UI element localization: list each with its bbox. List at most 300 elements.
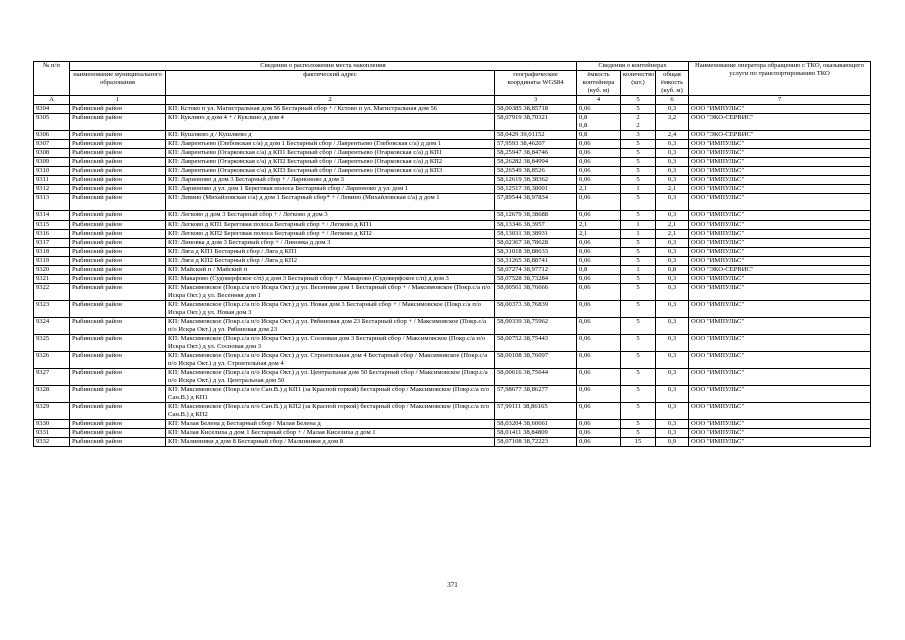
row-capacity: [577, 386, 621, 403]
row-coords: 58,07274 38,97712: [495, 265, 577, 274]
row-capacity: [577, 420, 621, 429]
row-capacity: [577, 429, 621, 438]
row-capacity-value: 0,06: [579, 247, 591, 255]
row-coords: 58,01411 38,84809: [495, 429, 577, 438]
row-address: КП: Максимовское (Покр.с/а п/о Искра Окт.) д ул. Строительная дом 4 Бестарный сбор / Максимовское (Покр.с/а п/о Искра Окт.) д ул. Строительная дом 4: [166, 351, 495, 368]
row-count: [621, 211, 656, 220]
row-district: Рыбинский район: [70, 167, 166, 176]
row-capacity: [577, 167, 621, 176]
row-capacity: [577, 265, 621, 274]
row-capacity: [577, 229, 621, 238]
header-num: № п/п: [34, 62, 70, 96]
row-address: КП: Максимовское (Покр.с/а п/о Искра Окт.) д ул. Новая дом 3 Бестарный сбор + / Максимовское (Покр.с/а п/о Искра Окт.) д ул. Новая дом 3: [166, 300, 495, 317]
row-capacity-value: 0,06: [579, 167, 591, 175]
row-count-value: 5: [636, 140, 640, 148]
row-capacity-value: 0,06: [579, 238, 591, 246]
row-total: 2,1: [656, 220, 689, 229]
row-total: 0,3: [656, 167, 689, 176]
header-municipality: наименование муниципального образования: [70, 71, 166, 96]
row-count: [621, 420, 656, 429]
row-address: КП: Максимовское (Покр.с/а п/о Искра Окт.) д ул. Сосновая дом 3 Бестарный сбор / Максимовское (Покр.с/а п/о Искра Окт.) д ул. Сосновая дом 3: [166, 334, 495, 351]
row-capacity: [577, 185, 621, 194]
row-number: 9330: [34, 420, 70, 429]
row-total: 2,1: [656, 229, 689, 238]
row-count: [621, 403, 656, 420]
row-total: 0,3: [656, 238, 689, 247]
row-count-value: 5: [636, 283, 640, 291]
row-address: КП: Кушляево д / Кушляево д: [166, 131, 495, 140]
row-count: [621, 438, 656, 447]
row-total: 2,1: [656, 185, 689, 194]
row-address: КП: Лаврентьево (Огарковская с/а) д КП1 Бестарный сбор / Лаврентьево (Огарковская с/а) д КП1: [166, 149, 495, 158]
row-count: [621, 220, 656, 229]
row-operator: ООО "ЭКО-СЕРВИС": [689, 265, 871, 274]
row-capacity: [577, 369, 621, 386]
row-capacity: [577, 114, 621, 131]
row-address: КП: Легково д КП1 Береговая полоса Бестарный сбор + / Легково д КП1: [166, 220, 495, 229]
table-row: [34, 220, 871, 229]
row-count: [621, 265, 656, 274]
row-capacity: [577, 105, 621, 114]
row-district: Рыбинский район: [70, 403, 166, 420]
row-total: 0,3: [656, 176, 689, 185]
row-district: Рыбинский район: [70, 114, 166, 131]
row-total: 2,4: [656, 131, 689, 140]
row-capacity-value: 0,06: [579, 317, 591, 325]
row-capacity: [577, 238, 621, 247]
column-number-row: [34, 96, 871, 105]
row-capacity-value: 0,06: [579, 211, 591, 219]
row-number: 9329: [34, 403, 70, 420]
row-district: Рыбинский район: [70, 317, 166, 334]
row-address: КП: Ларионово д ул. дом 1 Береговая полоса Бестарный сбор / Ларионово д ул. дом 1: [166, 185, 495, 194]
row-count-value: 5: [636, 300, 640, 308]
row-capacity-value: 0,06: [579, 105, 591, 113]
table-row: [34, 265, 871, 274]
row-operator: ООО "ИМПУЛЬС": [689, 420, 871, 429]
row-capacity-value: 0,06: [579, 369, 591, 377]
row-address: КП: Макарово (Судоверфское с/п) д дом 3 Бестарный сбор + / Макарово (Судоверфское с/п) д дом 3: [166, 274, 495, 283]
row-number: 9324: [34, 317, 70, 334]
table-row: [34, 334, 871, 351]
row-count-value: 5: [636, 167, 640, 175]
row-total: 0,3: [656, 274, 689, 283]
row-coords: 58,00385 38,85718: [495, 105, 577, 114]
row-count: [621, 369, 656, 386]
row-operator: ООО "ИМПУЛЬС": [689, 229, 871, 238]
row-district: Рыбинский район: [70, 351, 166, 368]
page-number: 371: [447, 581, 458, 589]
row-coords: 58,12619 38,38362: [495, 176, 577, 185]
row-capacity-value: 0,06: [579, 386, 591, 394]
row-district: Рыбинский район: [70, 185, 166, 194]
header-coords: географические координаты WGS84: [495, 71, 577, 96]
row-operator: ООО "ИМПУЛЬС": [689, 247, 871, 256]
column-number: 4: [577, 96, 621, 105]
row-number: 9332: [34, 438, 70, 447]
row-count-value: 1: [636, 229, 640, 237]
row-total: 0,3: [656, 420, 689, 429]
row-number: 9326: [34, 351, 70, 368]
row-capacity-value: 0,06: [579, 351, 591, 359]
row-address: КП: Максимовское (Покр.с/а п/о Сан.В.) д КП2 (за Красной горкой) бестарный сбор / Максимовское (Покр.с/а п/о Сан.В.) д КП2: [166, 403, 495, 420]
row-district: Рыбинский район: [70, 265, 166, 274]
row-count: [621, 131, 656, 140]
container-sites-table: [33, 61, 871, 447]
row-capacity: [577, 438, 621, 447]
row-number: 9313: [34, 194, 70, 211]
row-operator: ООО "ИМПУЛЬС": [689, 403, 871, 420]
row-capacity-value: 0,06: [579, 283, 591, 291]
row-district: Рыбинский район: [70, 158, 166, 167]
row-number: 9312: [34, 185, 70, 194]
row-operator: ООО "ИМПУЛЬС": [689, 176, 871, 185]
row-capacity: [577, 131, 621, 140]
header-row-1: [34, 62, 871, 71]
table-body: [34, 105, 871, 447]
row-operator: ООО "ИМПУЛЬС": [689, 140, 871, 149]
row-number: 9323: [34, 300, 70, 317]
row-district: Рыбинский район: [70, 220, 166, 229]
table-row: [34, 317, 871, 334]
row-coords: 58,13031 38,38931: [495, 229, 577, 238]
row-address: КП: Малая Белена д Бестарный сбор / Малая Белена д: [166, 420, 495, 429]
row-capacity-value: 0,06: [579, 158, 591, 166]
row-count: [621, 140, 656, 149]
table-row: [34, 438, 871, 447]
row-coords: 58,31018 38,88633: [495, 247, 577, 256]
row-capacity: [577, 149, 621, 158]
row-capacity: [577, 211, 621, 220]
row-address: КП: Максимовское (Покр.с/а п/о Сан.В.) д КП1 (за Красной горкой) бестарный сбор / Максимовское (Покр.с/а п/о Сан.В.) д КП1: [166, 386, 495, 403]
row-total: 3,2: [656, 114, 689, 131]
row-capacity: [577, 158, 621, 167]
table-row: [34, 149, 871, 158]
row-number: 9310: [34, 167, 70, 176]
row-operator: ООО "ИМПУЛЬС": [689, 438, 871, 447]
row-address: КП: Лаврентьево (Огарковская с/а) д КП2 Бестарный сбор / Лаврентьево (Огарковская с/а) д КП2: [166, 158, 495, 167]
row-number: 9321: [34, 274, 70, 283]
column-number: 5: [621, 96, 656, 105]
row-district: Рыбинский район: [70, 211, 166, 220]
row-count: [621, 158, 656, 167]
row-coords: 58,0429 39,01152: [495, 131, 577, 140]
row-operator: ООО "ИМПУЛЬС": [689, 274, 871, 283]
row-total: 0,3: [656, 158, 689, 167]
row-capacity-value: 0,8: [579, 131, 588, 139]
row-count: [621, 429, 656, 438]
row-count: [621, 283, 656, 300]
row-total: 0,3: [656, 140, 689, 149]
row-operator: ООО "ИМПУЛЬС": [689, 167, 871, 176]
header-count: количество (шт.): [621, 71, 656, 96]
row-capacity: [577, 140, 621, 149]
row-count-value: 5: [636, 386, 640, 394]
table-row: [34, 131, 871, 140]
table-row: [34, 211, 871, 220]
row-count-value: 5: [636, 351, 640, 359]
row-capacity-value: 0,06: [579, 176, 591, 184]
row-count: [621, 149, 656, 158]
row-count-value: 5: [636, 238, 640, 246]
row-capacity-value: 0,06: [579, 403, 591, 411]
row-total: 0,3: [656, 369, 689, 386]
header-location-group: Сведения о расположении места накопления: [70, 62, 577, 71]
table-row: [34, 158, 871, 167]
row-count-value: 5: [636, 158, 640, 166]
table-row: [34, 386, 871, 403]
row-address: КП: Легково д дом 3 Бестарный сбор + / Легково д дом 3: [166, 211, 495, 220]
row-operator: ООО "ЭКО-СЕРВИС": [689, 114, 871, 131]
row-count-value: 5: [636, 317, 640, 325]
row-capacity-value: 0,06: [579, 274, 591, 282]
row-count: [621, 194, 656, 211]
row-address: КП: Легково д КП2 Береговая полоса Бестарный сбор + / Легково д КП2: [166, 229, 495, 238]
column-number: 1: [70, 96, 166, 105]
row-total: 0,3: [656, 149, 689, 158]
row-operator: ООО "ИМПУЛЬС": [689, 238, 871, 247]
row-number: 9328: [34, 386, 70, 403]
row-coords: 58,00339 38,75962: [495, 317, 577, 334]
row-number: 9320: [34, 265, 70, 274]
row-district: Рыбинский район: [70, 140, 166, 149]
row-district: Рыбинский район: [70, 149, 166, 158]
row-number: 9325: [34, 334, 70, 351]
row-district: Рыбинский район: [70, 283, 166, 300]
row-total: 0,3: [656, 334, 689, 351]
column-number: А: [34, 96, 70, 105]
row-count: [621, 386, 656, 403]
row-coords: 58,03204 38,60661: [495, 420, 577, 429]
row-total: 0,3: [656, 317, 689, 334]
row-capacity: [577, 317, 621, 334]
table-row: [34, 185, 871, 194]
row-district: Рыбинский район: [70, 131, 166, 140]
row-total: 0,3: [656, 403, 689, 420]
row-count-value: 5: [636, 256, 640, 264]
row-capacity-value: 0,06: [579, 300, 591, 308]
row-count-value: 1: [636, 185, 640, 193]
row-number: 9305: [34, 114, 70, 131]
row-count: [621, 185, 656, 194]
table-row: [34, 247, 871, 256]
row-count: [621, 238, 656, 247]
row-capacity-value: 0,8: [579, 265, 588, 273]
row-count-value: 1: [636, 220, 640, 228]
row-count: [621, 247, 656, 256]
row-operator: ООО "ИМПУЛЬС": [689, 256, 871, 265]
row-capacity-value: 0,06: [579, 429, 591, 437]
row-capacity: [577, 283, 621, 300]
row-address: КП: Максимовское (Покр.с/а п/о Искра Окт.) д ул. Центральная дом 50 Бестарный сбор / Максимовское (Покр.с/а п/о Искра Окт.) д ул. Центральная дом 50: [166, 369, 495, 386]
row-operator: ООО "ИМПУЛЬС": [689, 194, 871, 211]
header-operator: Наименование оператора обращению с ТКО, оказывающего услуги по транспортированию ТКО: [689, 62, 871, 96]
table-row: [34, 283, 871, 300]
row-coords: 58,26549 38,8526: [495, 167, 577, 176]
row-number: 9307: [34, 140, 70, 149]
table-row: [34, 351, 871, 368]
row-district: Рыбинский район: [70, 274, 166, 283]
row-district: Рыбинский район: [70, 334, 166, 351]
row-number: 9331: [34, 429, 70, 438]
row-capacity-value: 0,06: [579, 149, 591, 157]
row-capacity: [577, 256, 621, 265]
table-row: [34, 429, 871, 438]
row-address: КП: Куклино д дом 4 + / Куклино д дом 4: [166, 114, 495, 131]
row-number: 9322: [34, 283, 70, 300]
row-total: 0,3: [656, 283, 689, 300]
row-number: 9315: [34, 220, 70, 229]
row-capacity: [577, 274, 621, 283]
row-coords: 58,07528 38,73284: [495, 274, 577, 283]
row-coords: 58,12679 38,38688: [495, 211, 577, 220]
row-capacity: [577, 176, 621, 185]
row-address: КП: Ларионово д дом 3 Бестарный сбор + / Ларионово д дом 3: [166, 176, 495, 185]
row-count-value: 3: [636, 131, 640, 139]
row-district: Рыбинский район: [70, 256, 166, 265]
column-number: 3: [495, 96, 577, 105]
row-coords: 58,31265 38,88741: [495, 256, 577, 265]
row-district: Рыбинский район: [70, 105, 166, 114]
row-coords: 57,9593 38,46207: [495, 140, 577, 149]
row-district: Рыбинский район: [70, 194, 166, 211]
table-row: [34, 369, 871, 386]
row-count-value: 2: [636, 122, 640, 130]
row-count-value: 5: [636, 247, 640, 255]
header-address: фактический адрес: [166, 71, 495, 96]
row-total: 0,9: [656, 438, 689, 447]
row-coords: 58,13346 38,3957: [495, 220, 577, 229]
row-total: 0,8: [656, 265, 689, 274]
row-capacity-value: 0,06: [579, 438, 591, 446]
row-number: 9314: [34, 211, 70, 220]
row-number: 9309: [34, 158, 70, 167]
row-capacity-value: 0,8: [579, 122, 588, 130]
row-coords: 58,00108 38,76097: [495, 351, 577, 368]
row-address: КП: Кстово п ул. Магистральная дом 56 Бестарный сбор + / Кстово п ул. Магистральная дом 56: [166, 105, 495, 114]
row-total: 0,3: [656, 256, 689, 265]
row-count-value: 5: [636, 211, 640, 219]
row-capacity-value: 0,06: [579, 256, 591, 264]
row-count: [621, 274, 656, 283]
row-count: [621, 167, 656, 176]
row-coords: 58,00561 38,76666: [495, 283, 577, 300]
row-capacity: [577, 220, 621, 229]
row-count-value: 5: [636, 334, 640, 342]
row-operator: ООО "ИМПУЛЬС": [689, 220, 871, 229]
row-operator: ООО "ИМПУЛЬС": [689, 158, 871, 167]
row-capacity-value: 2,1: [579, 220, 588, 228]
row-count-value: 5: [636, 429, 640, 437]
row-address: КП: Максимовское (Покр.с/а п/о Искра Окт.) д ул. Весенняя дом 1 Бестарный сбор + / Максимовское (Покр.с/а п/о Искра Окт.) д ул. Весенняя дом 1: [166, 283, 495, 300]
row-district: Рыбинский район: [70, 429, 166, 438]
row-operator: ООО "ИМПУЛЬС": [689, 149, 871, 158]
table-row: [34, 256, 871, 265]
row-coords: 58,07919 38,70321: [495, 114, 577, 131]
row-capacity: [577, 300, 621, 317]
row-operator: ООО "ИМПУЛЬС": [689, 334, 871, 351]
row-count-value: 5: [636, 194, 640, 202]
row-address: КП: Линовка д дом 3 Бестарный сбор + / Линовка д дом 3: [166, 238, 495, 247]
row-count-value: 5: [636, 274, 640, 282]
row-coords: 57,89544 38,97834: [495, 194, 577, 211]
row-capacity-value: 2,1: [579, 229, 588, 237]
row-address: КП: Майский п / Майский п: [166, 265, 495, 274]
row-total: 0,3: [656, 386, 689, 403]
row-total: 0,3: [656, 351, 689, 368]
row-number: 9306: [34, 131, 70, 140]
row-coords: 58,00752 38,75443: [495, 334, 577, 351]
column-number: 2: [166, 96, 495, 105]
row-operator: ООО "ЭКО-СЕРВИС": [689, 131, 871, 140]
row-district: Рыбинский район: [70, 369, 166, 386]
row-operator: ООО "ИМПУЛЬС": [689, 300, 871, 317]
row-address: КП: Малинники д дом 8 Бестарный сбор / Малинники д дом 8: [166, 438, 495, 447]
header-total: общая ёмкость (куб. м): [656, 71, 689, 96]
row-operator: ООО "ИМПУЛЬС": [689, 317, 871, 334]
row-count-value: 5: [636, 176, 640, 184]
row-capacity-value: 0,06: [579, 420, 591, 428]
row-total: 0,3: [656, 194, 689, 211]
row-coords: 58,12517 38,38001: [495, 185, 577, 194]
column-number: 6: [656, 96, 689, 105]
row-count: [621, 256, 656, 265]
row-count: [621, 114, 656, 131]
table-row: [34, 238, 871, 247]
row-coords: 58,00616 38,75644: [495, 369, 577, 386]
row-number: 9316: [34, 229, 70, 238]
row-coords: 58,02367 38,78628: [495, 238, 577, 247]
row-district: Рыбинский район: [70, 247, 166, 256]
row-address: КП: Лаврентьево (Глебовская с/а) д дом 1 Бестарный сбор / Лаврентьево (Глебовская с/а) д дом 1: [166, 140, 495, 149]
row-operator: ООО "ИМПУЛЬС": [689, 211, 871, 220]
row-capacity-value: 2,1: [579, 185, 588, 193]
row-count: [621, 300, 656, 317]
row-number: 9319: [34, 256, 70, 265]
row-capacity: [577, 194, 621, 211]
row-coords: 58,07108 38,72223: [495, 438, 577, 447]
table-row: [34, 274, 871, 283]
table-row: [34, 176, 871, 185]
row-number: 9327: [34, 369, 70, 386]
row-operator: ООО "ИМПУЛЬС": [689, 105, 871, 114]
row-coords: 58,26282 38,84994: [495, 158, 577, 167]
row-count-value: 5: [636, 369, 640, 377]
row-total: 0,3: [656, 429, 689, 438]
row-capacity: [577, 403, 621, 420]
row-coords: 57,99111 38,86165: [495, 403, 577, 420]
row-coords: 58,00373 38,76839: [495, 300, 577, 317]
table-row: [34, 105, 871, 114]
row-operator: ООО "ИМПУЛЬС": [689, 429, 871, 438]
row-count: [621, 351, 656, 368]
row-address: КП: Левино (Михайловская с/а) д дом 1 Бестарный сбор* + / Левино (Михайловская с/а) д дом 1: [166, 194, 495, 211]
row-operator: ООО "ИМПУЛЬС": [689, 369, 871, 386]
table-row: [34, 403, 871, 420]
row-district: Рыбинский район: [70, 238, 166, 247]
row-total: 0,3: [656, 300, 689, 317]
row-capacity: [577, 334, 621, 351]
row-operator: ООО "ИМПУЛЬС": [689, 283, 871, 300]
row-total: 0,3: [656, 211, 689, 220]
table-row: [34, 300, 871, 317]
table-row: [34, 140, 871, 149]
row-coords: 57,98677 38,86277: [495, 386, 577, 403]
row-count-value: 1: [636, 265, 640, 273]
row-district: Рыбинский район: [70, 420, 166, 429]
row-count: [621, 334, 656, 351]
table-row: [34, 114, 871, 131]
